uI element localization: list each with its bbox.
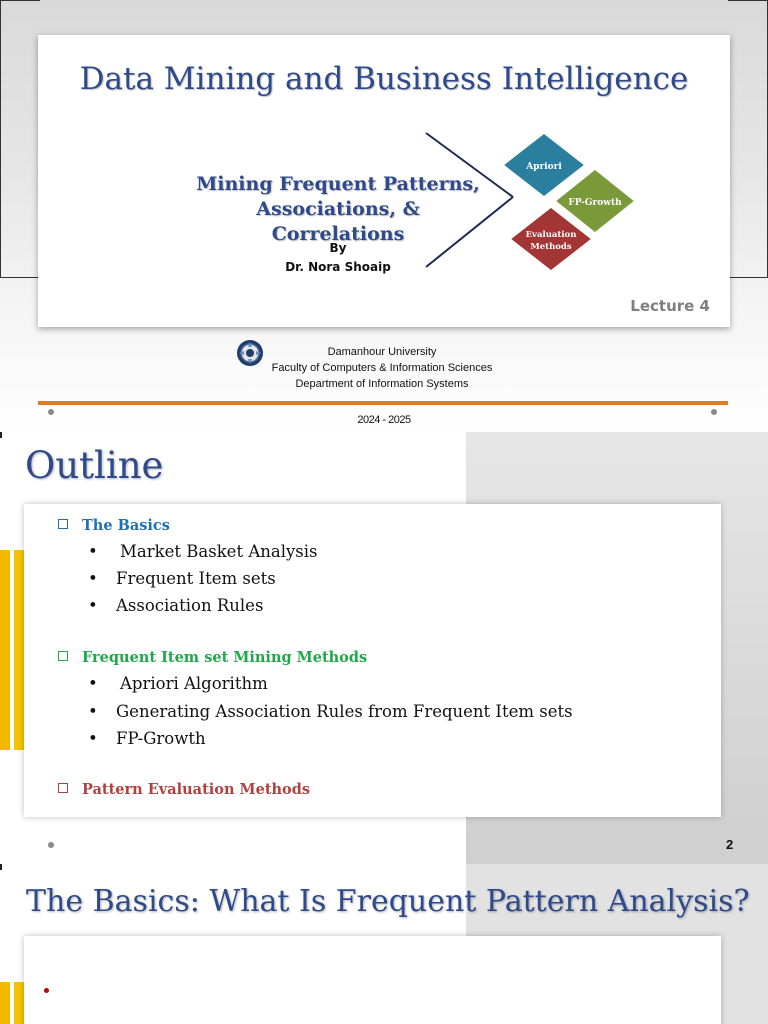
faculty-name: Faculty of Computers & Information Sciences: [271, 362, 493, 374]
topic-diamond-graphic: [418, 125, 658, 275]
fp-growth-label: FP-Growth: [568, 198, 622, 208]
list-item: • Association Rules: [88, 596, 264, 615]
section-label: Pattern Evaluation Methods: [82, 781, 311, 798]
chevron-line-lower: [426, 197, 513, 267]
slide-title: Outline: [25, 444, 164, 487]
outline-slide: [0, 432, 768, 864]
accent-bar: [0, 550, 10, 750]
evaluation-label-line2: Methods: [530, 242, 572, 252]
accent-bar: [14, 982, 24, 1024]
edge-tick: [0, 432, 2, 438]
checkbox-bullet-icon: [58, 519, 68, 529]
bullet-icon: [44, 988, 49, 993]
accent-bar: [0, 982, 10, 1024]
list-item: • Apriori Algorithm: [88, 674, 268, 693]
list-item: • Frequent Item sets: [88, 569, 276, 588]
university-name: Damanhour University: [327, 346, 437, 358]
edge-tick: [0, 864, 2, 870]
rule-dot-left: [48, 409, 54, 415]
list-item: • FP-Growth: [88, 729, 206, 748]
institution-info: [250, 344, 514, 392]
subtitle-line-2: Associations, & Correlations: [256, 198, 420, 245]
outline-section: [58, 781, 310, 798]
basics-slide: [0, 864, 768, 1024]
checkbox-bullet-icon: [58, 783, 68, 793]
outline-content-panel: [24, 504, 721, 817]
apriori-label: Apriori: [526, 162, 562, 172]
presentation-title: Data Mining and Business Intelligence: [79, 61, 689, 97]
page-number: 2: [726, 837, 734, 852]
department-name: Department of Information Systems: [295, 378, 469, 390]
slide-title: The Basics: What Is Frequent Pattern Analysis?: [26, 884, 750, 919]
academic-year: 2024 - 2025: [357, 414, 411, 426]
title-slide: [0, 0, 768, 432]
section-label: Frequent Item set Mining Methods: [82, 649, 368, 666]
footer-dot: [48, 842, 54, 848]
author-name: Dr. Nora Shoaip: [285, 260, 391, 274]
rule-dot-right: [711, 409, 717, 415]
accent-bar: [14, 550, 24, 750]
subtitle-line-1: Mining Frequent Patterns,: [196, 173, 480, 195]
outline-section: [58, 649, 367, 666]
footer-rule: [38, 401, 728, 405]
slide-frame-left: [0, 0, 40, 278]
by-label: By: [329, 241, 347, 255]
section-label: The Basics: [82, 517, 170, 534]
evaluation-label-line1: Evaluation: [525, 230, 577, 240]
list-item: • Market Basket Analysis: [88, 542, 318, 561]
outline-section: [58, 517, 170, 534]
chevron-line-upper: [426, 133, 513, 197]
title-card: [38, 35, 730, 327]
content-panel: [24, 936, 721, 1024]
lecture-number: Lecture 4: [630, 297, 710, 315]
slide-frame-right: [728, 0, 768, 278]
checkbox-bullet-icon: [58, 651, 68, 661]
list-item: • Generating Association Rules from Frequent Item sets: [88, 702, 573, 721]
